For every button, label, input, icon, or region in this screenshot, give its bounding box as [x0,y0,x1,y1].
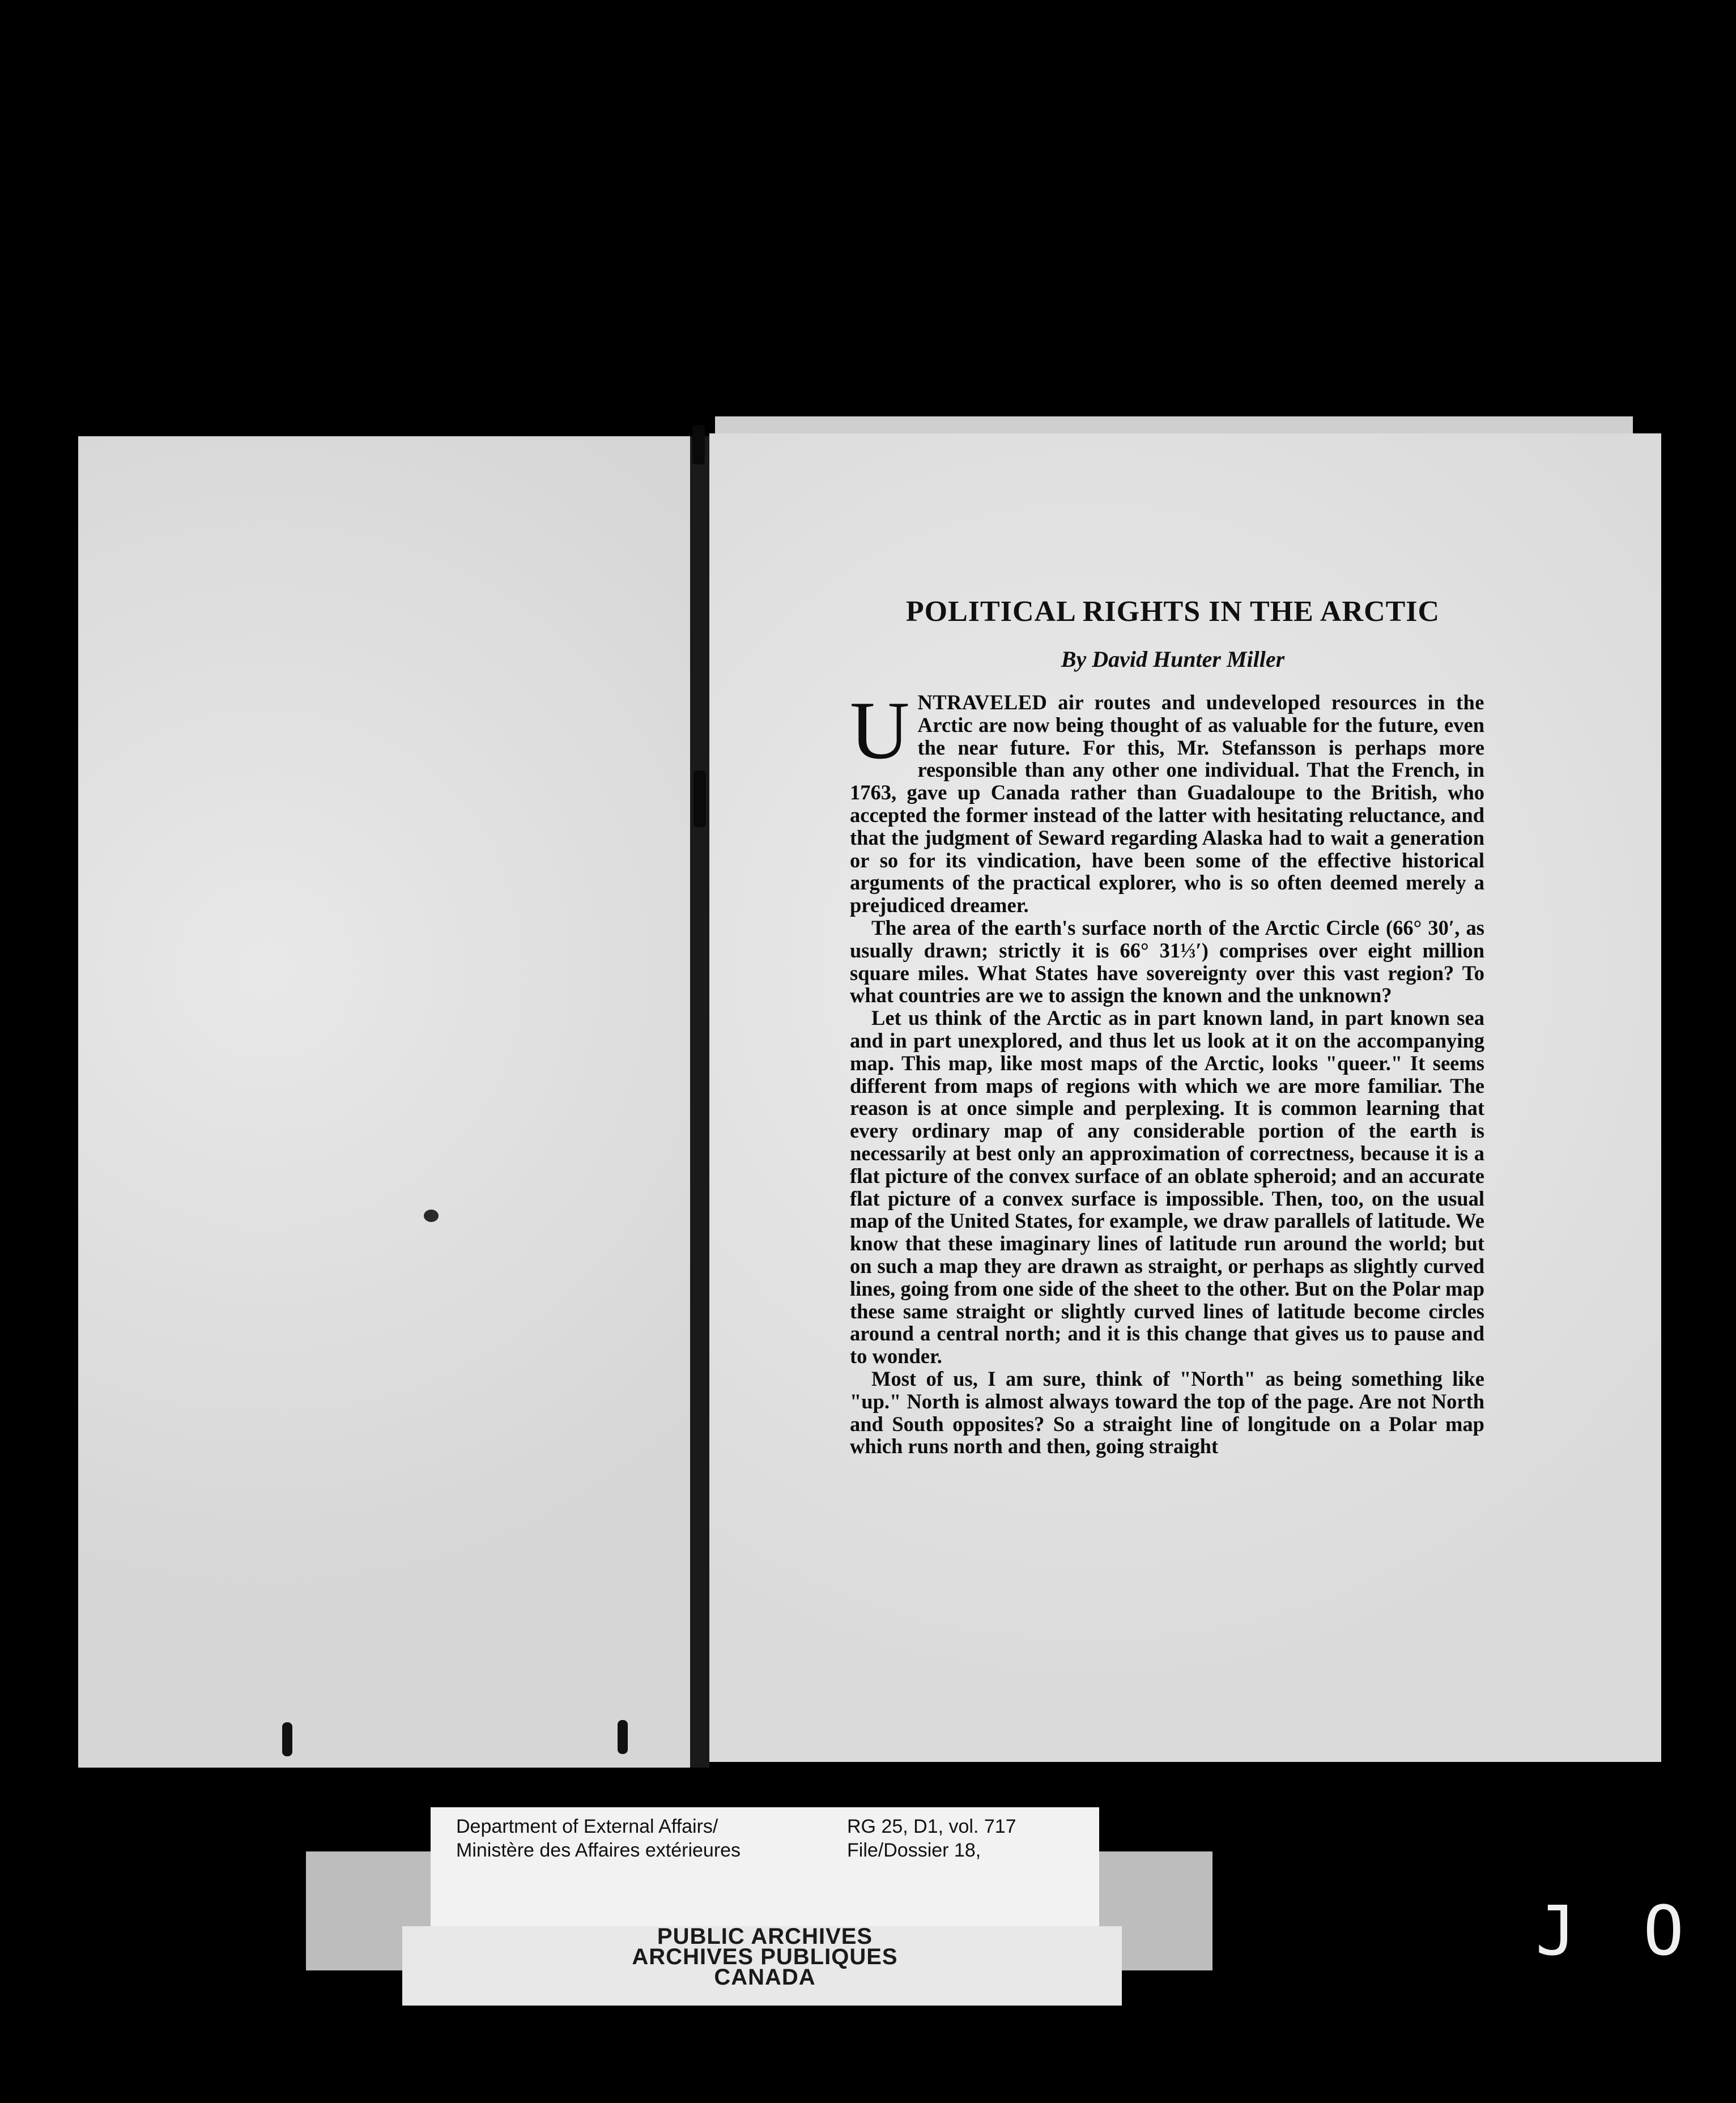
frame-mark-left: J [1535,1892,1577,1971]
file-dossier-ref: File/Dossier 18, [847,1840,981,1861]
binding-spine [690,436,709,1768]
archive-line-fr: ARCHIVES PUBLIQUES [632,1944,898,1969]
archive-line-country: CANADA [714,1965,816,1990]
drop-cap: U [850,684,910,776]
article-body [850,684,1484,1458]
page-speck [282,1722,292,1756]
page-speck [618,1720,628,1754]
binding-staple [692,425,705,465]
department-english: Department of External Affairs/ [456,1816,718,1837]
article-title: POLITICAL RIGHTS IN THE ARCTIC [905,595,1440,628]
frame-mark-right: O [1643,1892,1684,1971]
blank-left-page [78,436,703,1768]
page-speck [424,1210,439,1222]
binding-staple [693,770,706,827]
article-paragraph: Most of us, I am sure, think of "North" as being something like "up." North is almost always toward the top of the page. Are not North and South opposites? So a straight line of longitude on a Polar map which runs north and then, going straight [850,1366,1484,1458]
article-paragraph: The area of the earth's surface north of the Arctic Circle (66° 30′, as usually drawn; strictly it is 66° 31⅓′) comprises over eight million square miles. What States have sovereignty over this vast region? To what countries are we to assign the known and the unknown? [850,916,1484,1007]
department-french: Ministère des Affaires extérieures [456,1840,741,1861]
article-paragraph [850,684,1484,917]
record-group-ref: RG 25, D1, vol. 717 [847,1816,1016,1837]
article-byline: By David Hunter Miller [1061,646,1285,672]
article-paragraph: Let us think of the Arctic as in part known land, in part known sea and in part unexplored, and thus let us look at it on the accompanying map. This map, like most maps of the Arctic, looks "queer." It seems different from maps of regions with which we are more familiar. The reason is at once simple and perplexing. It is common learning that every ordinary map of any considerable portion of the earth is necessarily at best only an approximation of correctness, because it is a flat picture of the convex surface of an oblate spheroid; and an accurate flat picture of a convex surface is impossible. Then, too, on the usual map of the United States, for example, we draw parallels of latitude. We know that these imaginary lines of latitude run around the world; but on such a map they are drawn as straight, or perhaps as slightly curved lines, going from one side of the sheet to the other. But on the Polar map these same straight or slightly curved lines of latitude become circles around a central north; and it is this change that gives us to pause and to wonder. [850,1006,1484,1368]
archive-stamp-text [544,1924,986,1990]
paragraph-text: NTRAVELED air routes and undeveloped resources in the Arctic are now being thought of as valuable for the future, even the near future. For this, Mr. Stefansson is perhaps more responsible than any other one individual. That the French, in 1763, gave up Canada rather than Guadaloupe to the British, who accepted the former instead of the latter with hesitating reluctance, and that the judgment of Seward regarding Alaska had to wait a generation or so for its vindication, have been some of the effective historical arguments of the practical explorer, who is so often deemed merely a prejudiced dreamer. [850,691,1484,917]
archive-line-en: PUBLIC ARCHIVES [657,1924,873,1949]
